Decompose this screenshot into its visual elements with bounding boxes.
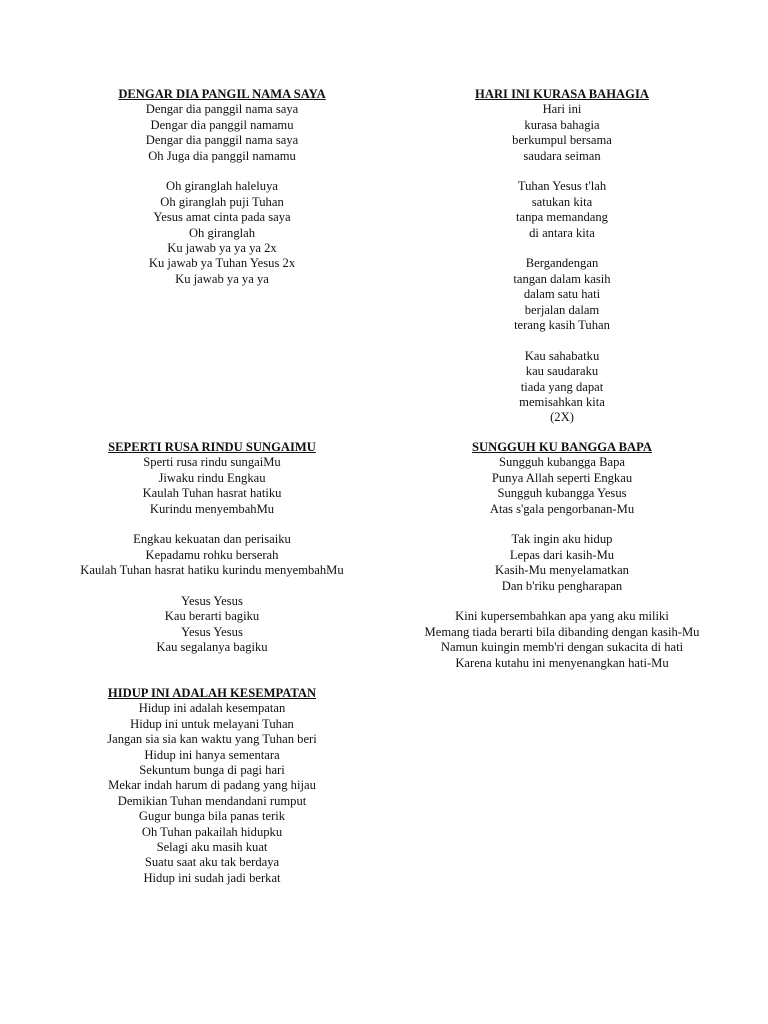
song-hidup-ini-adalah-kesempatan: [12, 686, 412, 886]
lyric-line: Oh giranglah puji Tuhan: [160, 194, 284, 209]
lyric-line: Tuhan Yesus t'lah: [517, 179, 607, 194]
song-hari-ini-kurasa-bahagia: [362, 87, 762, 426]
lyric-line: berjalan dalam: [524, 302, 600, 317]
verse-gap: [362, 517, 762, 532]
lyric-line: Kau berarti bagiku: [164, 609, 260, 624]
lyric-line: Dengar dia panggil nama saya: [145, 102, 299, 117]
lyric-line: Hari ini: [542, 102, 582, 117]
lyric-line: Punya Allah seperti Engkau: [491, 470, 633, 485]
lyric-line: Oh Juga dia panggil namamu: [148, 148, 296, 163]
lyric-line: (2X): [550, 410, 574, 425]
lyric-line: tangan dalam kasih: [513, 271, 611, 286]
song-title: HIDUP INI ADALAH KESEMPATAN: [107, 686, 317, 700]
lyric-line: Selagi aku masih kuat: [156, 840, 268, 855]
lyric-line: Kasih-Mu menyelamatkan: [495, 563, 629, 578]
lyric-line: Demikian Tuhan mendandani rumput: [117, 793, 307, 808]
lyric-line: kau saudaraku: [525, 364, 599, 379]
lyric-line: Oh Tuhan pakailah hidupku: [141, 824, 283, 839]
lyric-line: terang kasih Tuhan: [514, 318, 610, 333]
lyric-line: Kau sahabatku: [524, 348, 600, 363]
lyric-line: Kurindu menyembahMu: [149, 501, 275, 516]
verse-gap: [362, 164, 762, 179]
verse-gap: [362, 333, 762, 348]
lyric-line: Lepas dari kasih-Mu: [509, 547, 615, 562]
lyric-line: tanpa memandang: [516, 210, 608, 225]
lyric-line: Hidup ini adalah kesempatan: [138, 701, 286, 716]
song-lyrics: [12, 701, 412, 886]
song-sungguh-ku-bangga-bapa: [362, 440, 762, 671]
lyric-line: Jiwaku rindu Engkau: [158, 470, 266, 485]
lyric-line: di antara kita: [529, 225, 595, 240]
lyric-line: Yesus amat cinta pada saya: [153, 210, 291, 225]
lyric-line: satukan kita: [531, 194, 593, 209]
lyric-line: tiada yang dapat: [520, 379, 604, 394]
lyric-line: Ku jawab ya ya ya 2x: [167, 241, 277, 256]
lyric-line: Hidup ini hanya sementara: [144, 747, 280, 762]
lyric-line: Engkau kekuatan dan perisaiku: [133, 532, 291, 547]
lyric-line: Bergandengan: [525, 256, 599, 271]
lyric-line: Karena kutahu ini menyenangkan hati-Mu: [455, 655, 669, 670]
lyric-line: kurasa bahagia: [524, 117, 600, 132]
lyric-line: Ku jawab ya Tuhan Yesus 2x: [148, 256, 296, 271]
verse-gap: [12, 517, 412, 532]
lyric-line: Sekuntum bunga di pagi hari: [139, 763, 285, 778]
song-title: HARI INI KURASA BAHAGIA: [475, 87, 649, 101]
verse-gap: [12, 579, 412, 594]
lyric-line: Hidup ini untuk melayani Tuhan: [130, 716, 294, 731]
lyric-line: memisahkan kita: [519, 395, 605, 410]
song-lyrics: [362, 455, 762, 671]
lyric-line: Kaulah Tuhan hasrat hatiku kurindu menyembahMu: [80, 563, 344, 578]
lyric-line: Mekar indah harum di padang yang hijau: [108, 778, 316, 793]
lyric-line: Dengar dia panggil namamu: [150, 117, 294, 132]
lyric-line: Ku jawab ya ya ya: [175, 271, 269, 286]
lyric-line: Namun kuingin memb'ri dengan sukacita di hati: [440, 640, 684, 655]
lyric-line: saudara seiman: [523, 148, 601, 163]
lyric-line: Suatu saat aku tak berdaya: [144, 855, 280, 870]
lyric-line: Memang tiada berarti bila dibanding dengan kasih-Mu: [424, 624, 700, 639]
lyric-line: Kaulah Tuhan hasrat hatiku: [142, 486, 282, 501]
lyric-line: berkumpul bersama: [512, 133, 612, 148]
lyric-line: Sungguh kubangga Bapa: [499, 455, 625, 470]
lyric-line: Sperti rusa rindu sungaiMu: [143, 455, 281, 470]
lyric-line: Dan b'riku pengharapan: [501, 578, 623, 593]
lyric-line: Jangan sia sia kan waktu yang Tuhan beri: [107, 732, 317, 747]
lyric-line: Yesus Yesus: [181, 594, 243, 609]
lyric-line: Kini kupersembahkan apa yang aku miliki: [455, 609, 669, 624]
lyric-line: Oh giranglah: [188, 225, 256, 240]
lyric-line: Hidup ini sudah jadi berkat: [143, 870, 281, 885]
song-title: DENGAR DIA PANGIL NAMA SAYA: [118, 87, 326, 101]
verse-gap: [362, 241, 762, 256]
lyric-line: Sungguh kubangga Yesus: [497, 486, 627, 501]
verse-gap: [362, 594, 762, 609]
lyric-line: Kau segalanya bagiku: [156, 640, 268, 655]
song-title: SUNGGUH KU BANGGA BAPA: [472, 440, 652, 454]
song-title: SEPERTI RUSA RINDU SUNGAIMU: [108, 440, 316, 454]
song-lyrics: [362, 102, 762, 425]
lyric-line: Kepadamu rohku berserah: [145, 547, 279, 562]
lyric-line: dalam satu hati: [523, 287, 601, 302]
lyric-line: Yesus Yesus: [181, 624, 243, 639]
lyric-line: Gugur bunga bila panas terik: [138, 809, 286, 824]
lyric-line: Oh giranglah haleluya: [166, 179, 278, 194]
song-seperti-rusa-rindu: [12, 440, 412, 656]
lyric-line: Tak ingin aku hidup: [511, 532, 613, 547]
lyric-line: Dengar dia panggil nama saya: [145, 133, 299, 148]
lyric-line: Atas s'gala pengorbanan-Mu: [489, 501, 635, 516]
song-lyrics: [12, 455, 412, 655]
